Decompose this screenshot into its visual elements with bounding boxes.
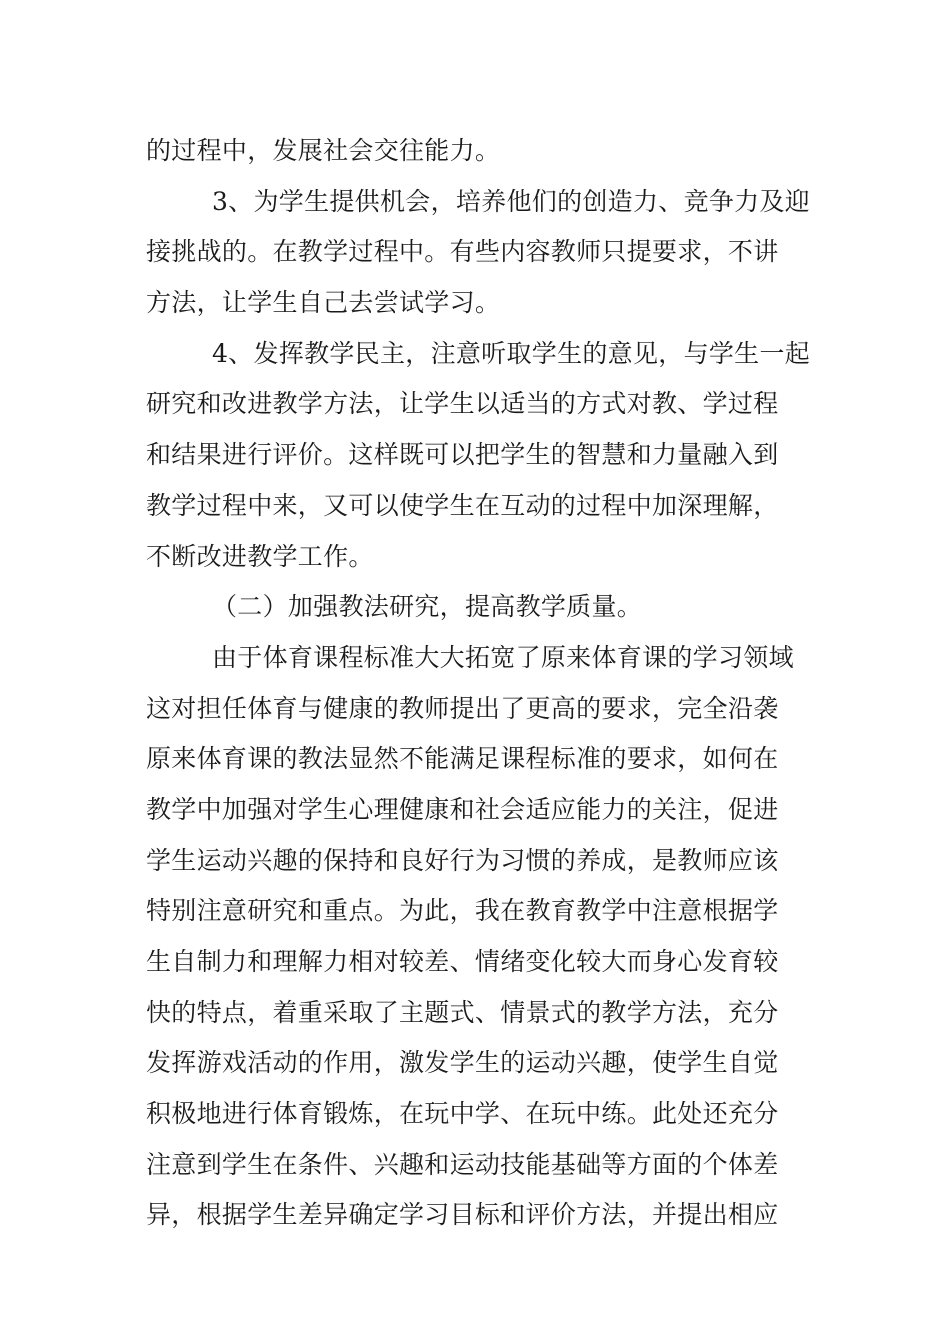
text-line: 3、为学生提供机会，培养他们的创造力、竞争力及迎 bbox=[146, 186, 811, 216]
text-line: 异，根据学生差异确定学习目标和评价方法，并提出相应 bbox=[146, 1200, 779, 1230]
text-line: 接挑战的。在教学过程中。有些内容教师只提要求，不讲 bbox=[146, 237, 779, 267]
text-line: 不断改进教学工作。 bbox=[146, 541, 374, 571]
text-line: 由于体育课程标准大大拓宽了原来体育课的学习领域 bbox=[146, 642, 794, 672]
text-line: 快的特点，着重采取了主题式、情景式的教学方法，充分 bbox=[146, 997, 779, 1027]
text-line: 注意到学生在条件、兴趣和运动技能基础等方面的个体差 bbox=[146, 1149, 779, 1179]
document-body bbox=[146, 126, 811, 1241]
text-line: 学生运动兴趣的保持和良好行为习惯的养成，是教师应该 bbox=[146, 845, 779, 875]
text-line: 4、发挥教学民主，注意听取学生的意见，与学生一起 bbox=[146, 338, 811, 368]
text-line: 的过程中，发展社会交往能力。 bbox=[146, 136, 501, 165]
text-line: 这对担任体育与健康的教师提出了更高的要求，完全沿袭 bbox=[146, 693, 779, 723]
text-line: 特别注意研究和重点。为此，我在教育教学中注意根据学 bbox=[146, 896, 779, 926]
text-line: 研究和改进教学方法，让学生以适当的方式对教、学过程 bbox=[146, 389, 779, 419]
text-line: （二）加强教法研究，提高教学质量。 bbox=[146, 592, 643, 622]
text-line: 积极地进行体育锻炼，在玩中学、在玩中练。此处还充分 bbox=[146, 1099, 779, 1129]
text-line: 发挥游戏活动的作用，激发学生的运动兴趣，使学生自觉 bbox=[146, 1048, 779, 1078]
text-line: 教学中加强对学生心理健康和社会适应能力的关注，促进 bbox=[146, 794, 779, 824]
text-line: 教学过程中来，又可以使学生在互动的过程中加深理解， bbox=[146, 490, 779, 520]
text-line: 和结果进行评价。这样既可以把学生的智慧和力量融入到 bbox=[146, 440, 779, 470]
text-line: 方法，让学生自己去尝试学习。 bbox=[146, 288, 501, 318]
text-line: 生自制力和理解力相对较差、情绪变化较大而身心发育较 bbox=[146, 947, 779, 976]
text-line: 原来体育课的教法显然不能满足课程标准的要求，如何在 bbox=[146, 744, 779, 774]
